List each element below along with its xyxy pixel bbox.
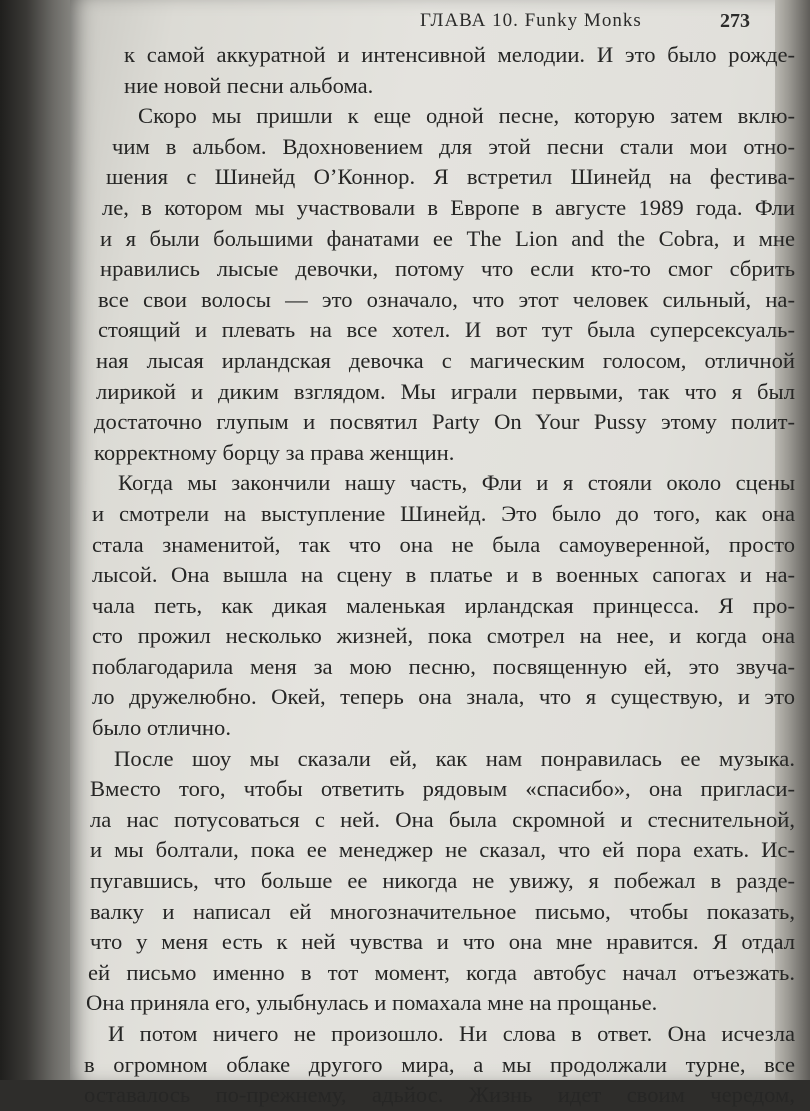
text-line: чим в альбом. Вдохновением для этой песни стали мои отно- (112, 133, 795, 159)
text-line: оставалось по-прежнему, адьйос. Жизнь идет своим чередом, (84, 1082, 795, 1108)
text-line: Когда мы закончили нашу часть, Фли и я стояли около сцены (118, 470, 795, 496)
text-line: корректному борцу за права женщин. (94, 439, 455, 465)
text-line: в огромном облаке другого мира, а мы продолжали турне, все (84, 1051, 795, 1077)
text-line: валку и написал ей многозначительное письмо, чтобы показать, (90, 898, 795, 924)
text-line: ла нас потусоваться с ней. Она была скромной и стеснительной, (90, 806, 795, 832)
text-line: ей письмо именно в тот момент, когда автобус начал отъезжать. (88, 959, 795, 985)
text-line: Вместо того, чтобы ответить рядовым «спасибо», она пригласи- (90, 776, 795, 802)
chapter-title: ГЛАВА 10. Funky Monks (420, 10, 642, 31)
text-line: сто прожил несколько жизней, пока смотрел на нее, и когда она (92, 623, 795, 649)
text-line: что у меня есть к ней чувства и что она мне нравится. Я отдал (90, 929, 795, 955)
text-line: шения с Шинейд О’Коннор. Я встретил Шинейд на фестива- (106, 164, 795, 190)
page-number: 273 (720, 10, 750, 32)
text-line: нравились лысые девочки, потому что если кто-то смог сбрить (100, 256, 795, 282)
running-header (420, 10, 750, 34)
text-line: было отлично. (92, 715, 231, 741)
text-line: поблагодарила меня за мою песню, посвященную ей, это звуча- (92, 653, 795, 679)
text-line: ло дружелюбно. Окей, теперь она знала, что я существую, и это (92, 684, 795, 710)
text-line: все свои волосы — это означало, что этот человек сильный, на- (98, 286, 795, 312)
text-line: Скоро мы пришли к еще одной песне, которую затем вклю- (138, 103, 795, 129)
text-line: стоящий и плевать на все хотел. И вот тут была суперсексуаль- (98, 317, 795, 343)
text-line: пугавшись, что больше ее никогда не увижу, я побежал в разде- (90, 868, 795, 894)
text-line: достаточно глупым и посвятил Party On Your Pussy этому полит- (94, 409, 795, 435)
text-line: ле, в котором мы участвовали в Европе в августе 1989 года. Фли (102, 194, 795, 220)
text-line: ние новой песни альбома. (124, 72, 374, 98)
text-line: стала знаменитой, так что она не была самоуверенной, просто (92, 531, 795, 557)
book-page (70, 0, 795, 1108)
text-line: И потом ничего не произошло. Ни слова в ответ. Она исчезла (108, 1021, 795, 1046)
text-line: и я были большими фанатами ее The Lion and the Cobra, и мне (100, 225, 795, 251)
text-line: Она приняла его, улыбнулась и помахала мне на прощанье. (86, 990, 658, 1016)
text-line: чала петь, как дикая маленькая ирландская принцесса. Я про- (92, 592, 795, 618)
text-line: ная лысая ирландская девочка с магическим голосом, отличной (96, 347, 795, 373)
text-line: к самой аккуратной и интенсивной мелодии. И это было рожде- (124, 42, 795, 67)
text-line: и мы болтали, пока ее менеджер не сказал, что ей пора ехать. Ис- (90, 837, 795, 863)
text-line: После шоу мы сказали ей, как нам понравилась ее музыка. (114, 745, 795, 771)
text-line: лысой. Она вышла на сцену в платье и в военных сапогах и на- (92, 562, 795, 588)
book-gutter (0, 0, 76, 1080)
text-line: лирикой и диким взглядом. Мы играли первыми, так что я был (96, 378, 795, 404)
text-line: и смотрели на выступление Шинейд. Это было до того, как она (92, 500, 795, 526)
body-text (80, 40, 795, 1111)
